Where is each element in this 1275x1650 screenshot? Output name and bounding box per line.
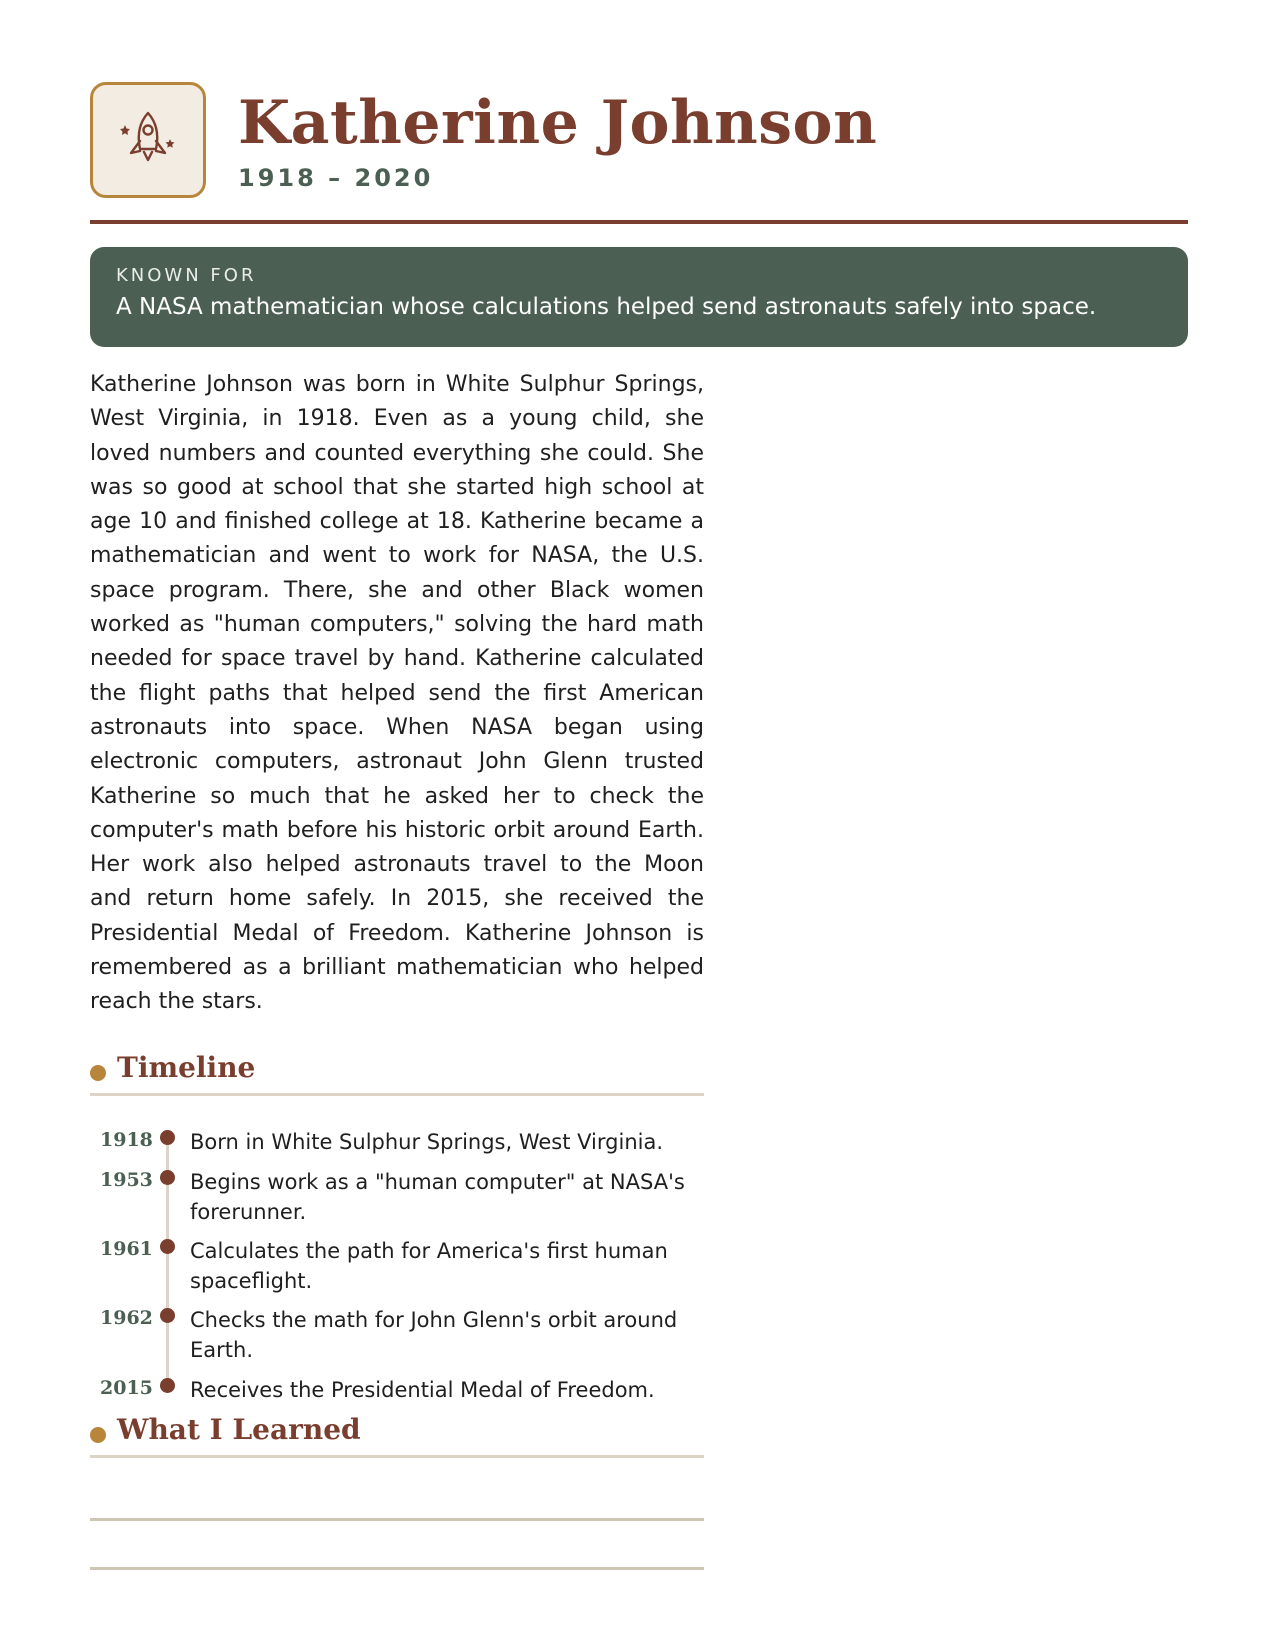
learned-title: What I Learned bbox=[117, 1413, 361, 1446]
life-dates: 1918 – 2020 bbox=[238, 164, 434, 192]
timeline-marker bbox=[160, 1378, 175, 1393]
known-for-label: KNOWN FOR bbox=[116, 265, 257, 286]
page-header bbox=[90, 82, 1188, 222]
timeline-marker bbox=[160, 1239, 175, 1254]
known-for-banner bbox=[90, 247, 1188, 347]
timeline-text: Checks the math for John Glenn's orbit around Earth. bbox=[190, 1308, 678, 1362]
timeline-year: 1961 bbox=[100, 1238, 153, 1260]
timeline-text: Begins work as a "human computer" at NASA's forerunner. bbox=[190, 1170, 685, 1224]
timeline-text: Born in White Sulphur Springs, West Virginia. bbox=[190, 1130, 664, 1154]
rocket-icon bbox=[113, 105, 183, 175]
known-for-text: A NASA mathematician whose calculations helped send astronauts safely into space. bbox=[116, 294, 1097, 320]
timeline-text: Receives the Presidential Medal of Freedom. bbox=[190, 1378, 655, 1402]
timeline-marker bbox=[160, 1170, 175, 1185]
bullet-dot-icon bbox=[90, 1065, 106, 1081]
header-divider bbox=[90, 220, 1188, 224]
heading-underline bbox=[90, 1093, 704, 1096]
learned-heading bbox=[90, 1413, 704, 1459]
timeline-marker bbox=[160, 1308, 175, 1323]
biography-paragraph: Katherine Johnson was born in White Sulphur Springs, West Virginia, in 1918. Even as a young child, she loved numbers and counted everything she could. She was so good at school that she started high school at age 10 and finished college at 18. Katherine became a mathematician and went to work for NASA, the U.S. space program. There, she and other Black women worked as "human computers," solving the hard math needed for space travel by hand. Katherine calculated the flight paths that helped send the first American astronauts into space. When NASA began using electronic computers, astronaut John Glenn trusted Katherine so much that he asked her to check the computer's math before his historic orbit around Earth. Her work also helped astronauts travel to the Moon and return home safely. In 2015, she received the Presidential Medal of Freedom. Katherine Johnson is remembered as a brilliant mathematician who helped reach the stars. bbox=[90, 372, 704, 1015]
writing-line[interactable] bbox=[90, 1567, 704, 1570]
timeline-marker bbox=[160, 1130, 175, 1145]
timeline-year: 1953 bbox=[100, 1169, 153, 1191]
timeline-year: 1918 bbox=[100, 1129, 153, 1151]
timeline-year: 1962 bbox=[100, 1307, 153, 1329]
bullet-dot-icon bbox=[90, 1427, 106, 1443]
timeline-heading bbox=[90, 1051, 704, 1097]
timeline bbox=[90, 1127, 704, 1417]
writing-line[interactable] bbox=[90, 1518, 704, 1521]
portrait-badge bbox=[90, 82, 206, 198]
person-name: Katherine Johnson bbox=[238, 88, 878, 158]
heading-underline bbox=[90, 1455, 704, 1458]
timeline-text: Calculates the path for America's first human spaceflight. bbox=[190, 1239, 668, 1293]
timeline-year: 2015 bbox=[100, 1377, 153, 1399]
timeline-title: Timeline bbox=[117, 1051, 256, 1084]
